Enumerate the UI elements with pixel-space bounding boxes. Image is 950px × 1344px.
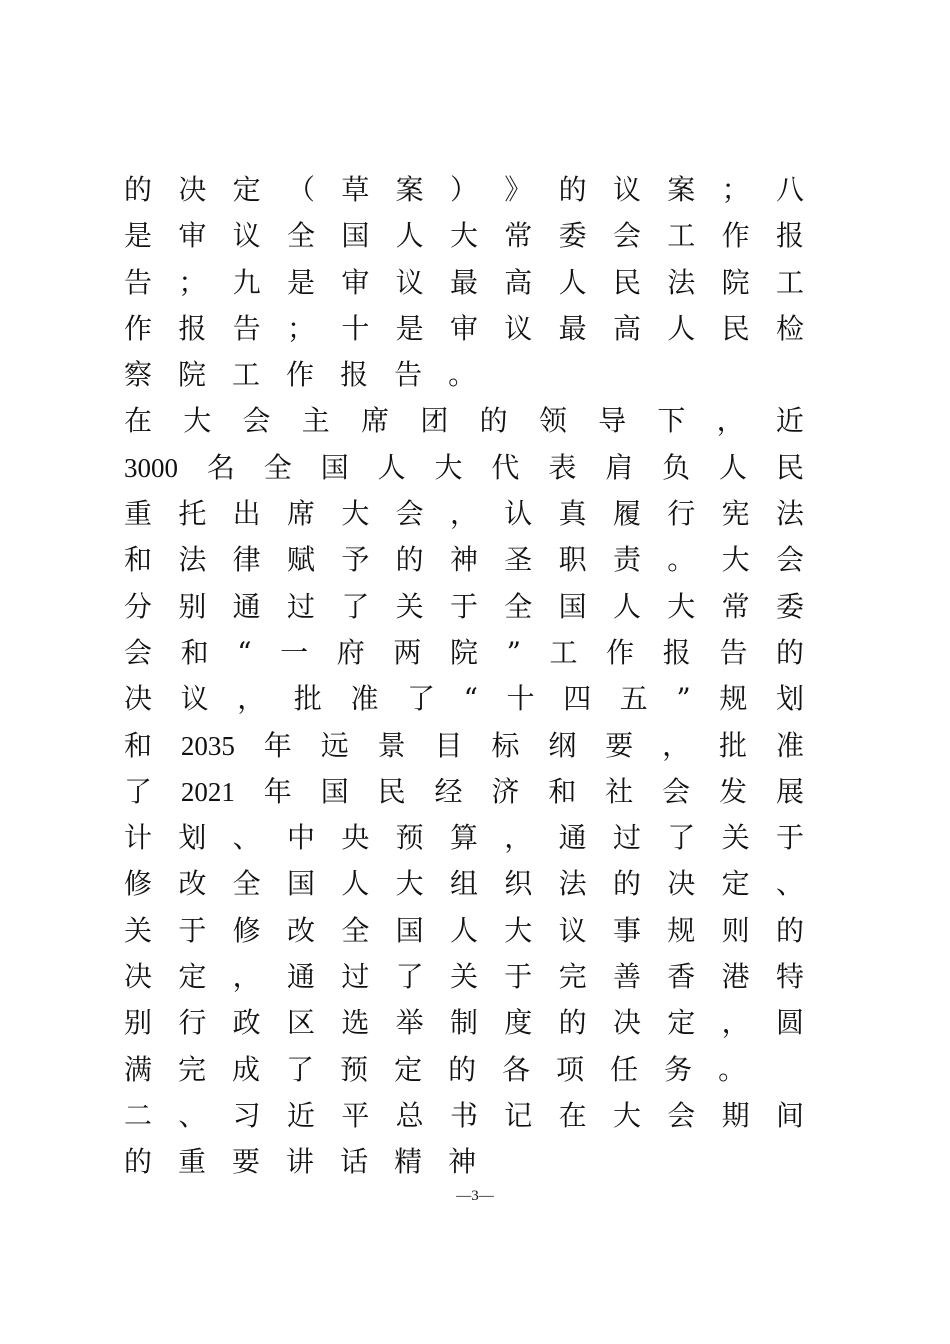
text-line: 察 院 工 作 报 告 。 — [124, 358, 477, 392]
text-line: 的 重 要 讲 话 精 神 — [124, 1145, 477, 1179]
text-line: 修 改 全 国 人 大 组 织 法 的 决 定 、 — [124, 867, 804, 901]
text-line: 二 、 习 近 平 总 书 记 在 大 会 期 间 — [124, 1098, 804, 1132]
text-line: 和 2035 年 远 景 目 标 纲 要 ， 批 准 — [124, 728, 804, 762]
text-line: 计 划 、 中 央 预 算 ， 通 过 了 关 于 — [124, 821, 804, 855]
page-number: —3— — [456, 1188, 494, 1204]
text-line: 的 决 定 （ 草 案 ） 》 的 议 案 ； 八 — [124, 173, 804, 206]
text-line: 决 议 ， 批 准 了 “ 十 四 五 ” 规 划 — [124, 682, 804, 716]
text-line: 重 托 出 席 大 会 ， 认 真 履 行 宪 法 — [124, 497, 804, 531]
text-line: 关 于 修 改 全 国 人 大 议 事 规 则 的 — [124, 913, 804, 947]
text-line: 和 法 律 赋 予 的 神 圣 职 责 。 大 会 — [124, 543, 804, 577]
text-line: 分 别 通 过 了 关 于 全 国 人 大 常 委 — [124, 589, 804, 623]
text-line: 会 和 “ 一 府 两 院 ” 工 作 报 告 的 — [124, 635, 804, 669]
body-text — [124, 167, 804, 1186]
text-line: 作 报 告 ； 十 是 审 议 最 高 人 民 检 — [124, 311, 804, 345]
text-line: 了 2021 年 国 民 经 济 和 社 会 发 展 — [124, 774, 804, 808]
text-line: 满 完 成 了 预 定 的 各 项 任 务 。 — [124, 1052, 747, 1086]
text-line: 决 定 ， 通 过 了 关 于 完 善 香 港 特 — [124, 960, 804, 994]
text-line: 3000 名 全 国 人 大 代 表 肩 负 人 民 — [124, 450, 804, 484]
text-line: 别 行 政 区 选 举 制 度 的 决 定 ， 圆 — [124, 1006, 804, 1040]
text-line: 告 ； 九 是 审 议 最 高 人 民 法 院 工 — [124, 265, 804, 299]
text-line: 是 审 议 全 国 人 大 常 委 会 工 作 报 — [124, 219, 804, 253]
text-line: 在 大 会 主 席 团 的 领 导 下 ， 近 — [124, 404, 804, 438]
